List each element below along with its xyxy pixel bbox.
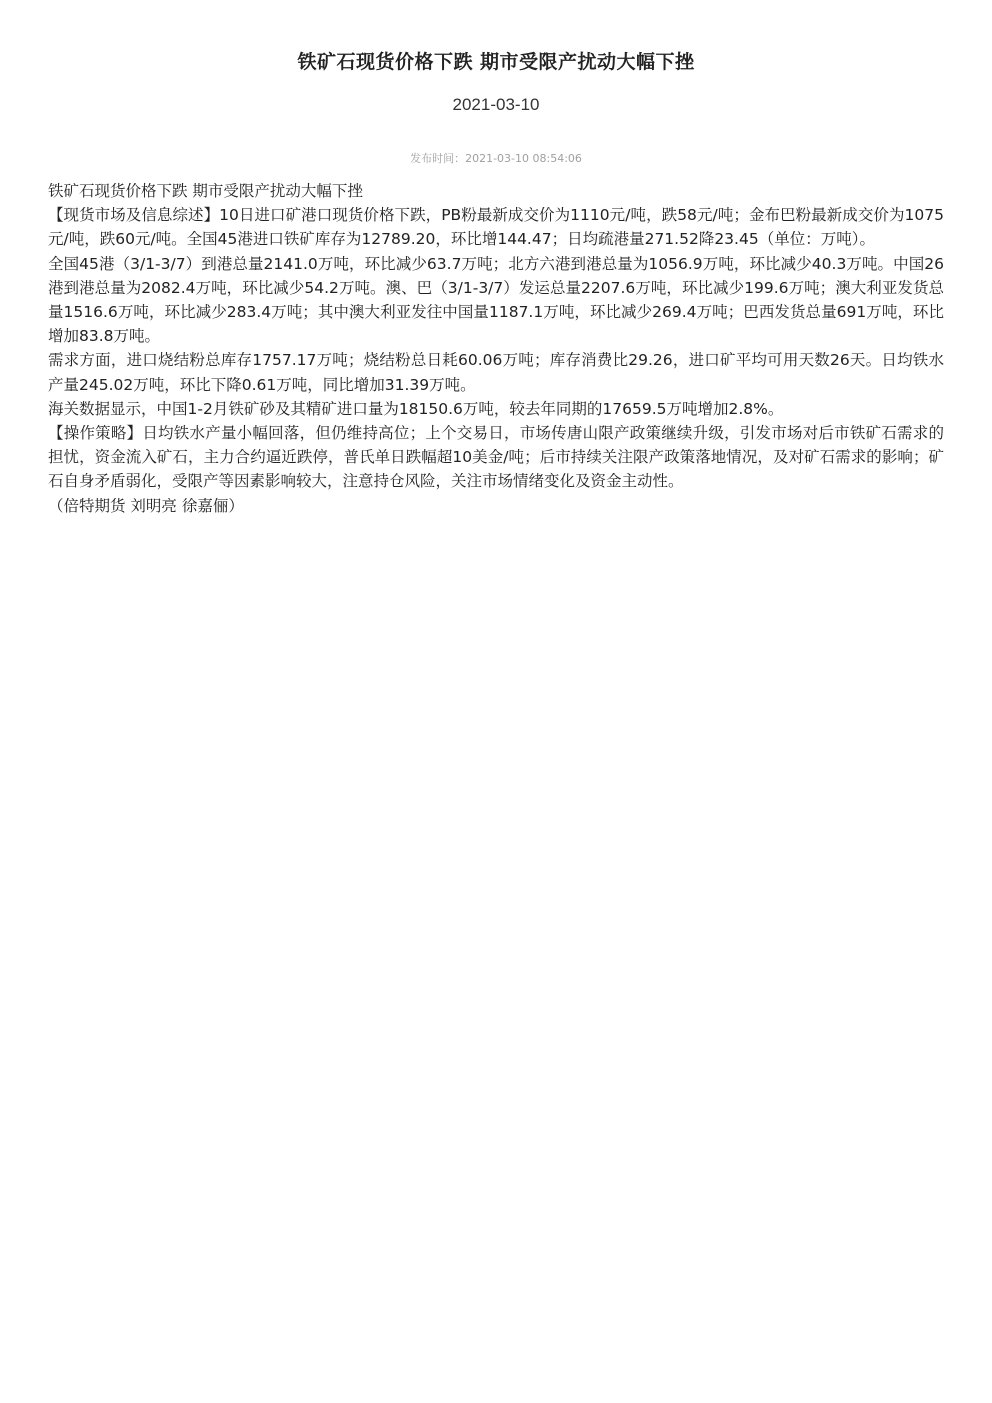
paragraph-spot-market: 【现货市场及信息综述】10日进口矿港口现货价格下跌，PB粉最新成交价为1110元/吨，跌58元/吨；金布巴粉最新成交价为1075元/吨，跌60元/吨。全国45港进口铁矿库存为12789.20，环比增144.47；日均疏港量271.52降23.45（单位：万吨）。 [48, 206, 944, 249]
publish-time: 发布时间：2021-03-10 08:54:06 [410, 152, 582, 165]
paragraph-strategy: 【操作策略】日均铁水产量小幅回落，但仍维持高位；上个交易日，市场传唐山限产政策继续升级，引发市场对后市铁矿石需求的担忧，资金流入矿石，主力合约逼近跌停，普氏单日跌幅超10美金/吨；后市持续关注限产政策落地情况，及对矿石需求的影响；矿石自身矛盾弱化，受限产等因素影响较大，注意持仓风险，关注市场情绪变化及资金主动性。 [48, 424, 944, 491]
article-title: 铁矿石现货价格下跌 期市受限产扰动大幅下挫 [297, 51, 695, 73]
paragraph-customs: 海关数据显示，中国1-2月铁矿砂及其精矿进口量为18150.6万吨，较去年同期的17659.5万吨增加2.8%。 [48, 399, 784, 418]
paragraph-headline: 铁矿石现货价格下跌 期市受限产扰动大幅下挫 [48, 182, 363, 200]
paragraph-authors: （倍特期货 刘明亮 徐嘉俪） [48, 496, 244, 515]
article-date: 2021-03-10 [452, 95, 540, 114]
article-body [48, 179, 944, 518]
paragraph-demand: 需求方面，进口烧结粉总库存1757.17万吨；烧结粉总日耗60.06万吨；库存消费比29.26，进口矿平均可用天数26天。日均铁水产量245.02万吨，环比下降0.61万吨，同比增加31.39万吨。 [48, 351, 944, 394]
paragraph-port-arrivals: 全国45港（3/1-3/7）到港总量2141.0万吨，环比减少63.7万吨；北方六港到港总量为1056.9万吨，环比减少40.3万吨。中国26港到港总量为2082.4万吨，环比减少54.2万吨。澳、巴（3/1-3/7）发运总量2207.6万吨，环比减少199.6万吨；澳大利亚发货总量1516.6万吨，环比减少283.4万吨；其中澳大利亚发往中国量1187.1万吨，环比减少269.4万吨；巴西发货总量691万吨，环比增加83.8万吨。 [48, 254, 944, 346]
